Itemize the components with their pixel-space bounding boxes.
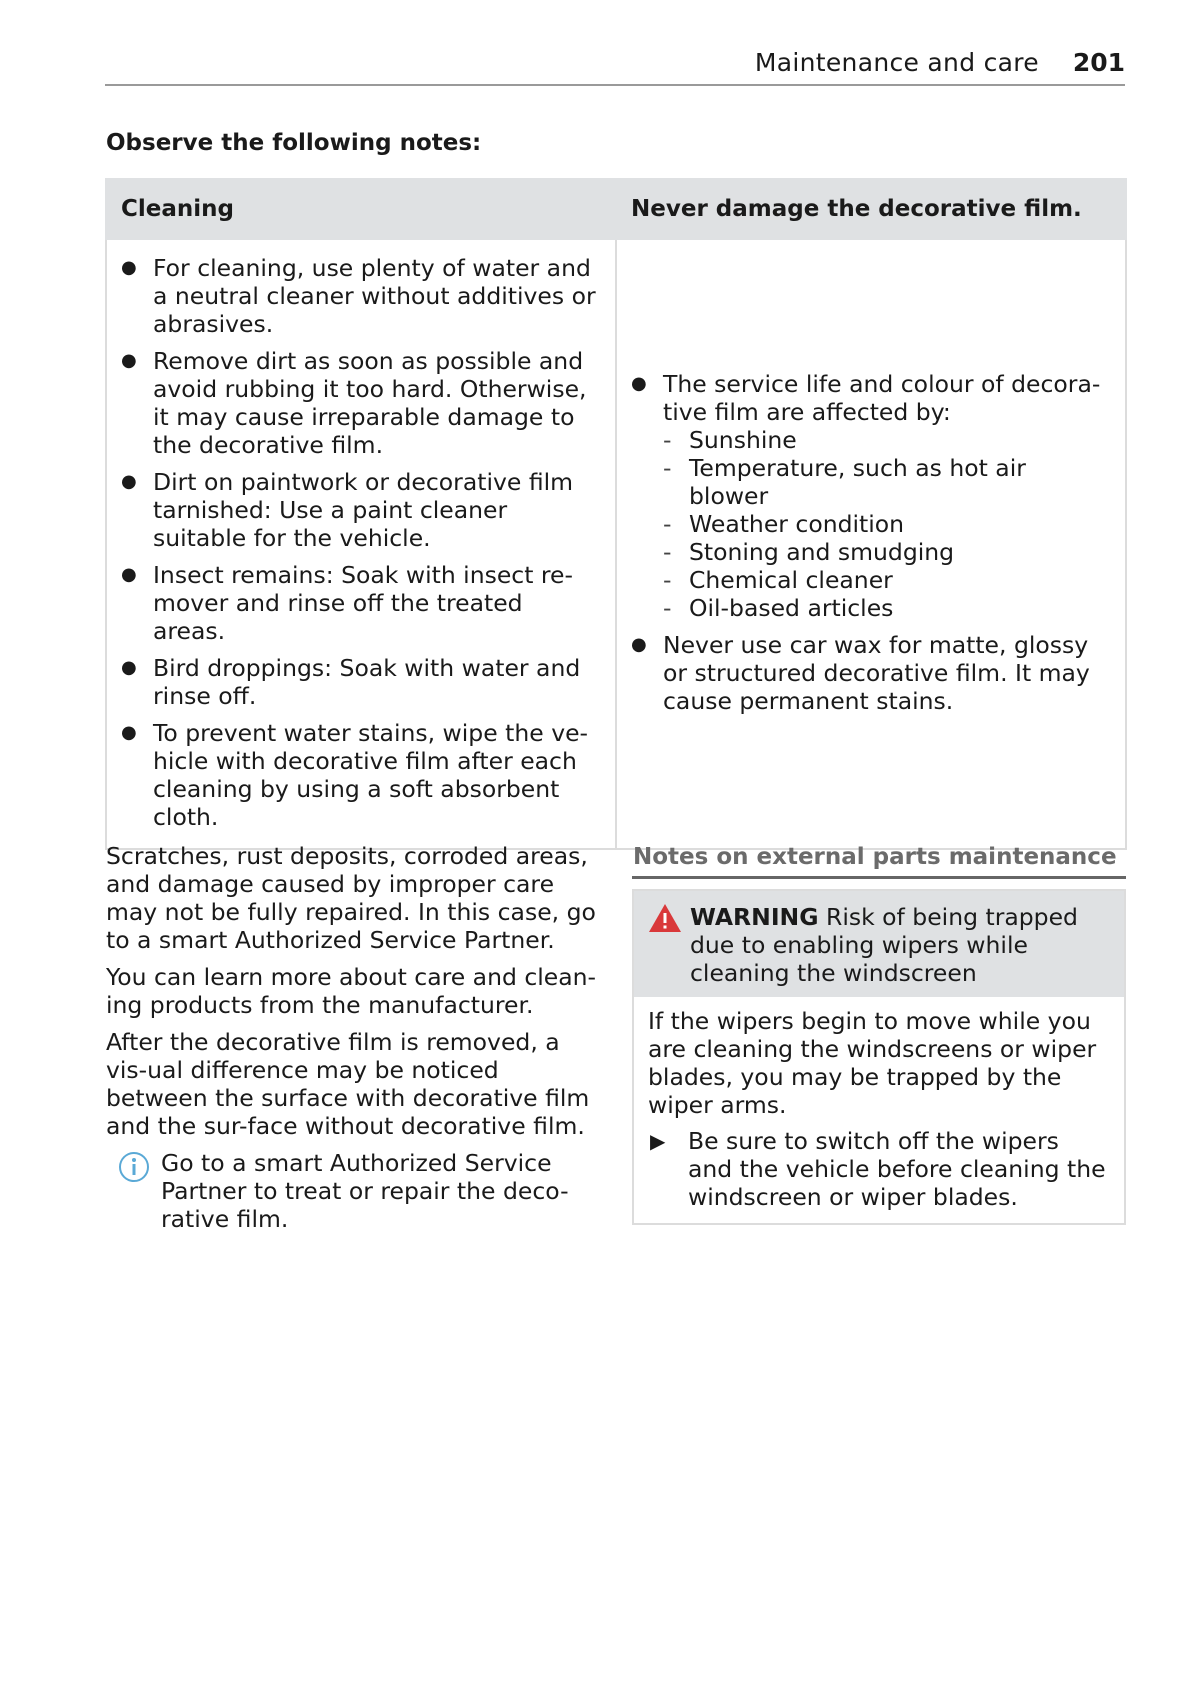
section-title: Notes on external parts maintenance [632, 842, 1126, 879]
info-note [106, 1149, 601, 1233]
list-item: ● Dirt on paintwork or decorative film tarnished: Use a paint cleaner suitable for the vehicle. [121, 468, 601, 552]
warning-triangle-icon [648, 903, 682, 933]
warning-label: WARNING [690, 903, 819, 931]
warning-header [634, 891, 1124, 997]
list-item: ● Remove dirt as soon as possible and avoid rubbing it too hard. Otherwise, it may cause irreparable damage to the decorative film. [121, 347, 601, 459]
sub-list-item: - Weather condition [663, 510, 1111, 538]
sub-list-item: - Temperature, such as hot air blower [663, 454, 1111, 510]
cleaning-list [121, 254, 601, 831]
warning-box [632, 889, 1126, 1225]
sub-list-item: - Sunshine [663, 426, 1111, 454]
decorative-film-list [631, 370, 1111, 715]
action-text: Be sure to switch off the wipers and the vehicle before cleaning the windscreen or wiper blades. [688, 1127, 1106, 1211]
list-item: ● For cleaning, use plenty of water and a neutral cleaner without additives or abrasives. [121, 254, 601, 338]
info-icon [118, 1151, 150, 1183]
list-item: ● Insect remains: Soak with insect re-mover and rinse off the treated areas. [121, 561, 601, 645]
left-column [106, 842, 601, 1233]
decorative-film-cell [616, 239, 1126, 849]
list-item: ● To prevent water stains, wipe the ve-hicle with decorative film after each cleaning by using a soft absorbent cloth. [121, 719, 601, 831]
warning-body [634, 997, 1124, 1223]
list-item [631, 370, 1111, 622]
paragraph-repair: Scratches, rust deposits, corroded areas, and damage caused by improper care may not be fully repaired. In this case, go to a smart Authorized Service Partner. [106, 842, 596, 954]
list-item: ● Bird droppings: Soak with water and rinse off. [121, 654, 601, 710]
header-section-title: Maintenance and care [754, 48, 1039, 77]
factors-list [663, 426, 1111, 622]
sub-list-item: - Chemical cleaner [663, 566, 1111, 594]
intro-heading: Observe the following notes: [106, 130, 482, 156]
notes-table [105, 178, 1127, 850]
paragraph-visual-difference: After the decorative film is removed, a vis-ual difference may be noticed between the surface with decorative film and the sur-face without decorative film. [106, 1028, 590, 1140]
action-step [648, 1127, 1110, 1211]
warning-title: Risk of being trapped due to enabling wipers while cleaning the windscreen [690, 903, 1078, 987]
warning-text: If the wipers begin to move while you are cleaning the windscreens or wiper blades, you may be trapped by the wiper arms. [648, 1007, 1097, 1119]
page-number: 201 [1072, 48, 1125, 77]
page-header [105, 44, 1125, 86]
sub-list-item: - Oil-based articles [663, 594, 1111, 622]
sub-list-item: - Stoning and smudging [663, 538, 1111, 566]
right-column [632, 842, 1126, 1225]
cleaning-cell [106, 239, 616, 849]
arrow-right-icon: ▶ [650, 1129, 666, 1153]
paragraph-manufacturer: You can learn more about care and clean-ing products from the manufacturer. [106, 963, 597, 1019]
info-note-text: Go to a smart Authorized Service Partner to treat or repair the deco-rative film. [161, 1149, 569, 1233]
table-header-decorative-film: Never damage the decorative film. [616, 179, 1126, 239]
table-header-cleaning: Cleaning [106, 179, 616, 239]
list-item-text: The service life and colour of decora-tive film are affected by: [663, 370, 1101, 426]
list-item: ● Never use car wax for matte, glossy or structured decorative film. It may cause permanent stains. [631, 631, 1111, 715]
